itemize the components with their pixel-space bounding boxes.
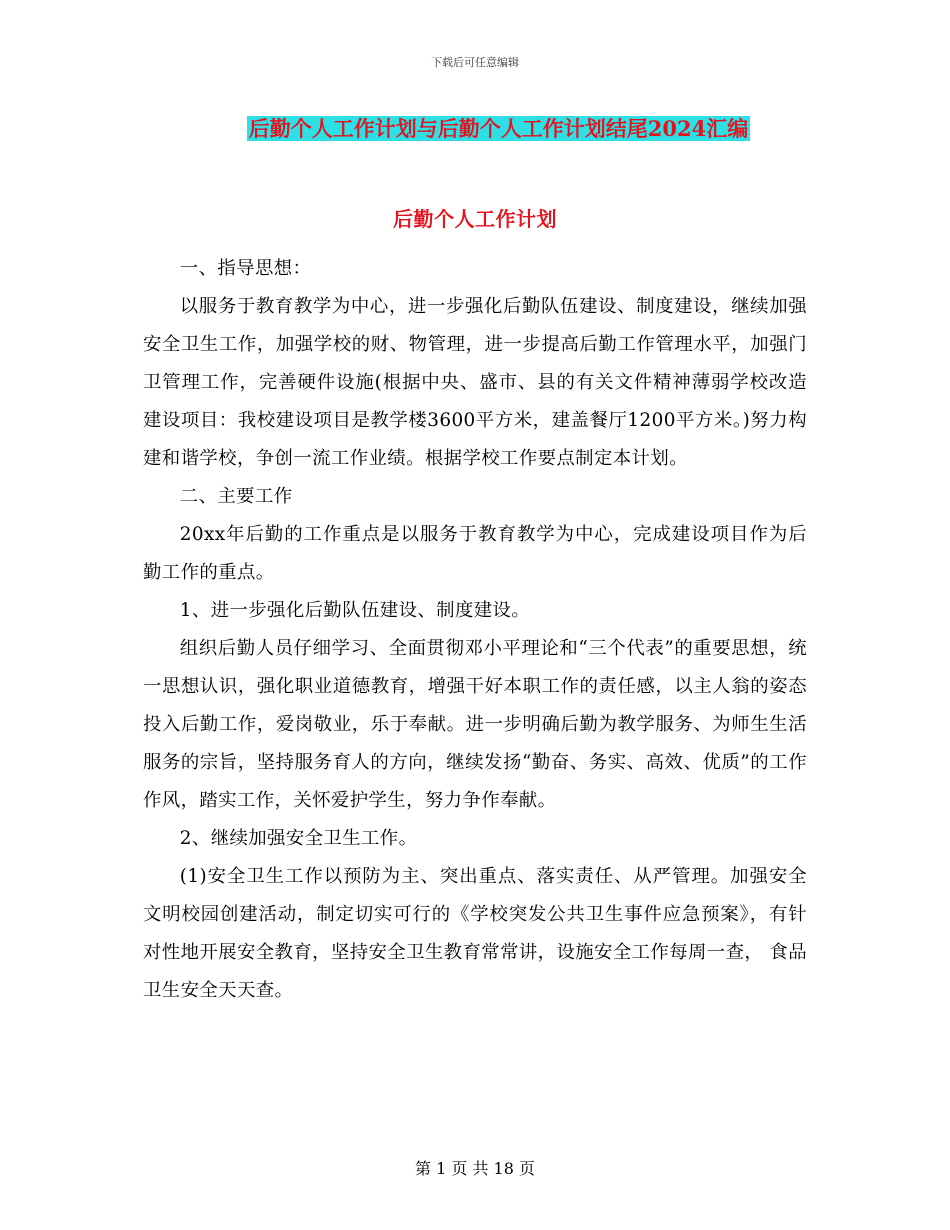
paragraph: 组织后勤人员仔细学习、全面贯彻邓小平理论和“三个代表”的重要思想，统一思想认识，强化职业道德教育，增强干好本职工作的责任感，以主人翁的姿态投入后勤工作，爱岗敬业，乐于奉献。进一步明确后勤为教学服务、为师生生活服务的宗旨，坚持服务育人的方向，继续发扬“勤奋、务实、高效、优质”的工作作风，踏实工作，关怀爱护学生，努力争作奉献。 bbox=[143, 638, 807, 811]
paragraph: (1)安全卫生工作以预防为主、突出重点、落实责任、从严管理。加强安全文明校园创建活动，制定切实可行的《学校突发公共卫生事件应急预案》，有针对性地开展安全教育，坚持安全卫生教育常常讲，设施安全工作每周一查， 食品卫生安全天天查。 bbox=[143, 866, 807, 1001]
paragraph: 20xx年后勤的工作重点是以服务于教育教学为中心，完成建设项目作为后勤工作的重点。 bbox=[143, 524, 807, 583]
page-number-footer: 第 1 页 共 18 页 bbox=[415, 1159, 535, 1178]
document-title bbox=[189, 114, 808, 144]
section-title: 后勤个人工作计划 bbox=[393, 207, 557, 231]
paragraph: 以服务于教育教学为中心，进一步强化后勤队伍建设、制度建设，继续加强安全卫生工作，加强学校的财、物管理，进一步提高后勤工作管理水平，加强门卫管理工作，完善硬件设施(根据中央、盛市、县的有关文件精神薄弱学校改造建设项目：我校建设项目是教学楼3600平方米，建盖餐厅1200平方米。)努力构建和谐学校，争创一流工作业绩。根据学校工作要点制定本计划。 bbox=[143, 296, 807, 469]
paragraph-heading-main-work: 二、主要工作 bbox=[179, 486, 293, 507]
page-header-note: 下载后可任意编辑 bbox=[431, 56, 519, 69]
paragraph-heading-guiding-thought: 一、指导思想： bbox=[179, 258, 312, 279]
paragraph-subheading: 1、进一步强化后勤队伍建设、制度建设。 bbox=[179, 600, 531, 621]
document-body bbox=[143, 250, 807, 1010]
paragraph-subheading: 2、继续加强安全卫生工作。 bbox=[179, 828, 418, 849]
document-title-text: 后勤个人工作计划与后勤个人工作计划结尾2024汇编 bbox=[248, 116, 749, 141]
